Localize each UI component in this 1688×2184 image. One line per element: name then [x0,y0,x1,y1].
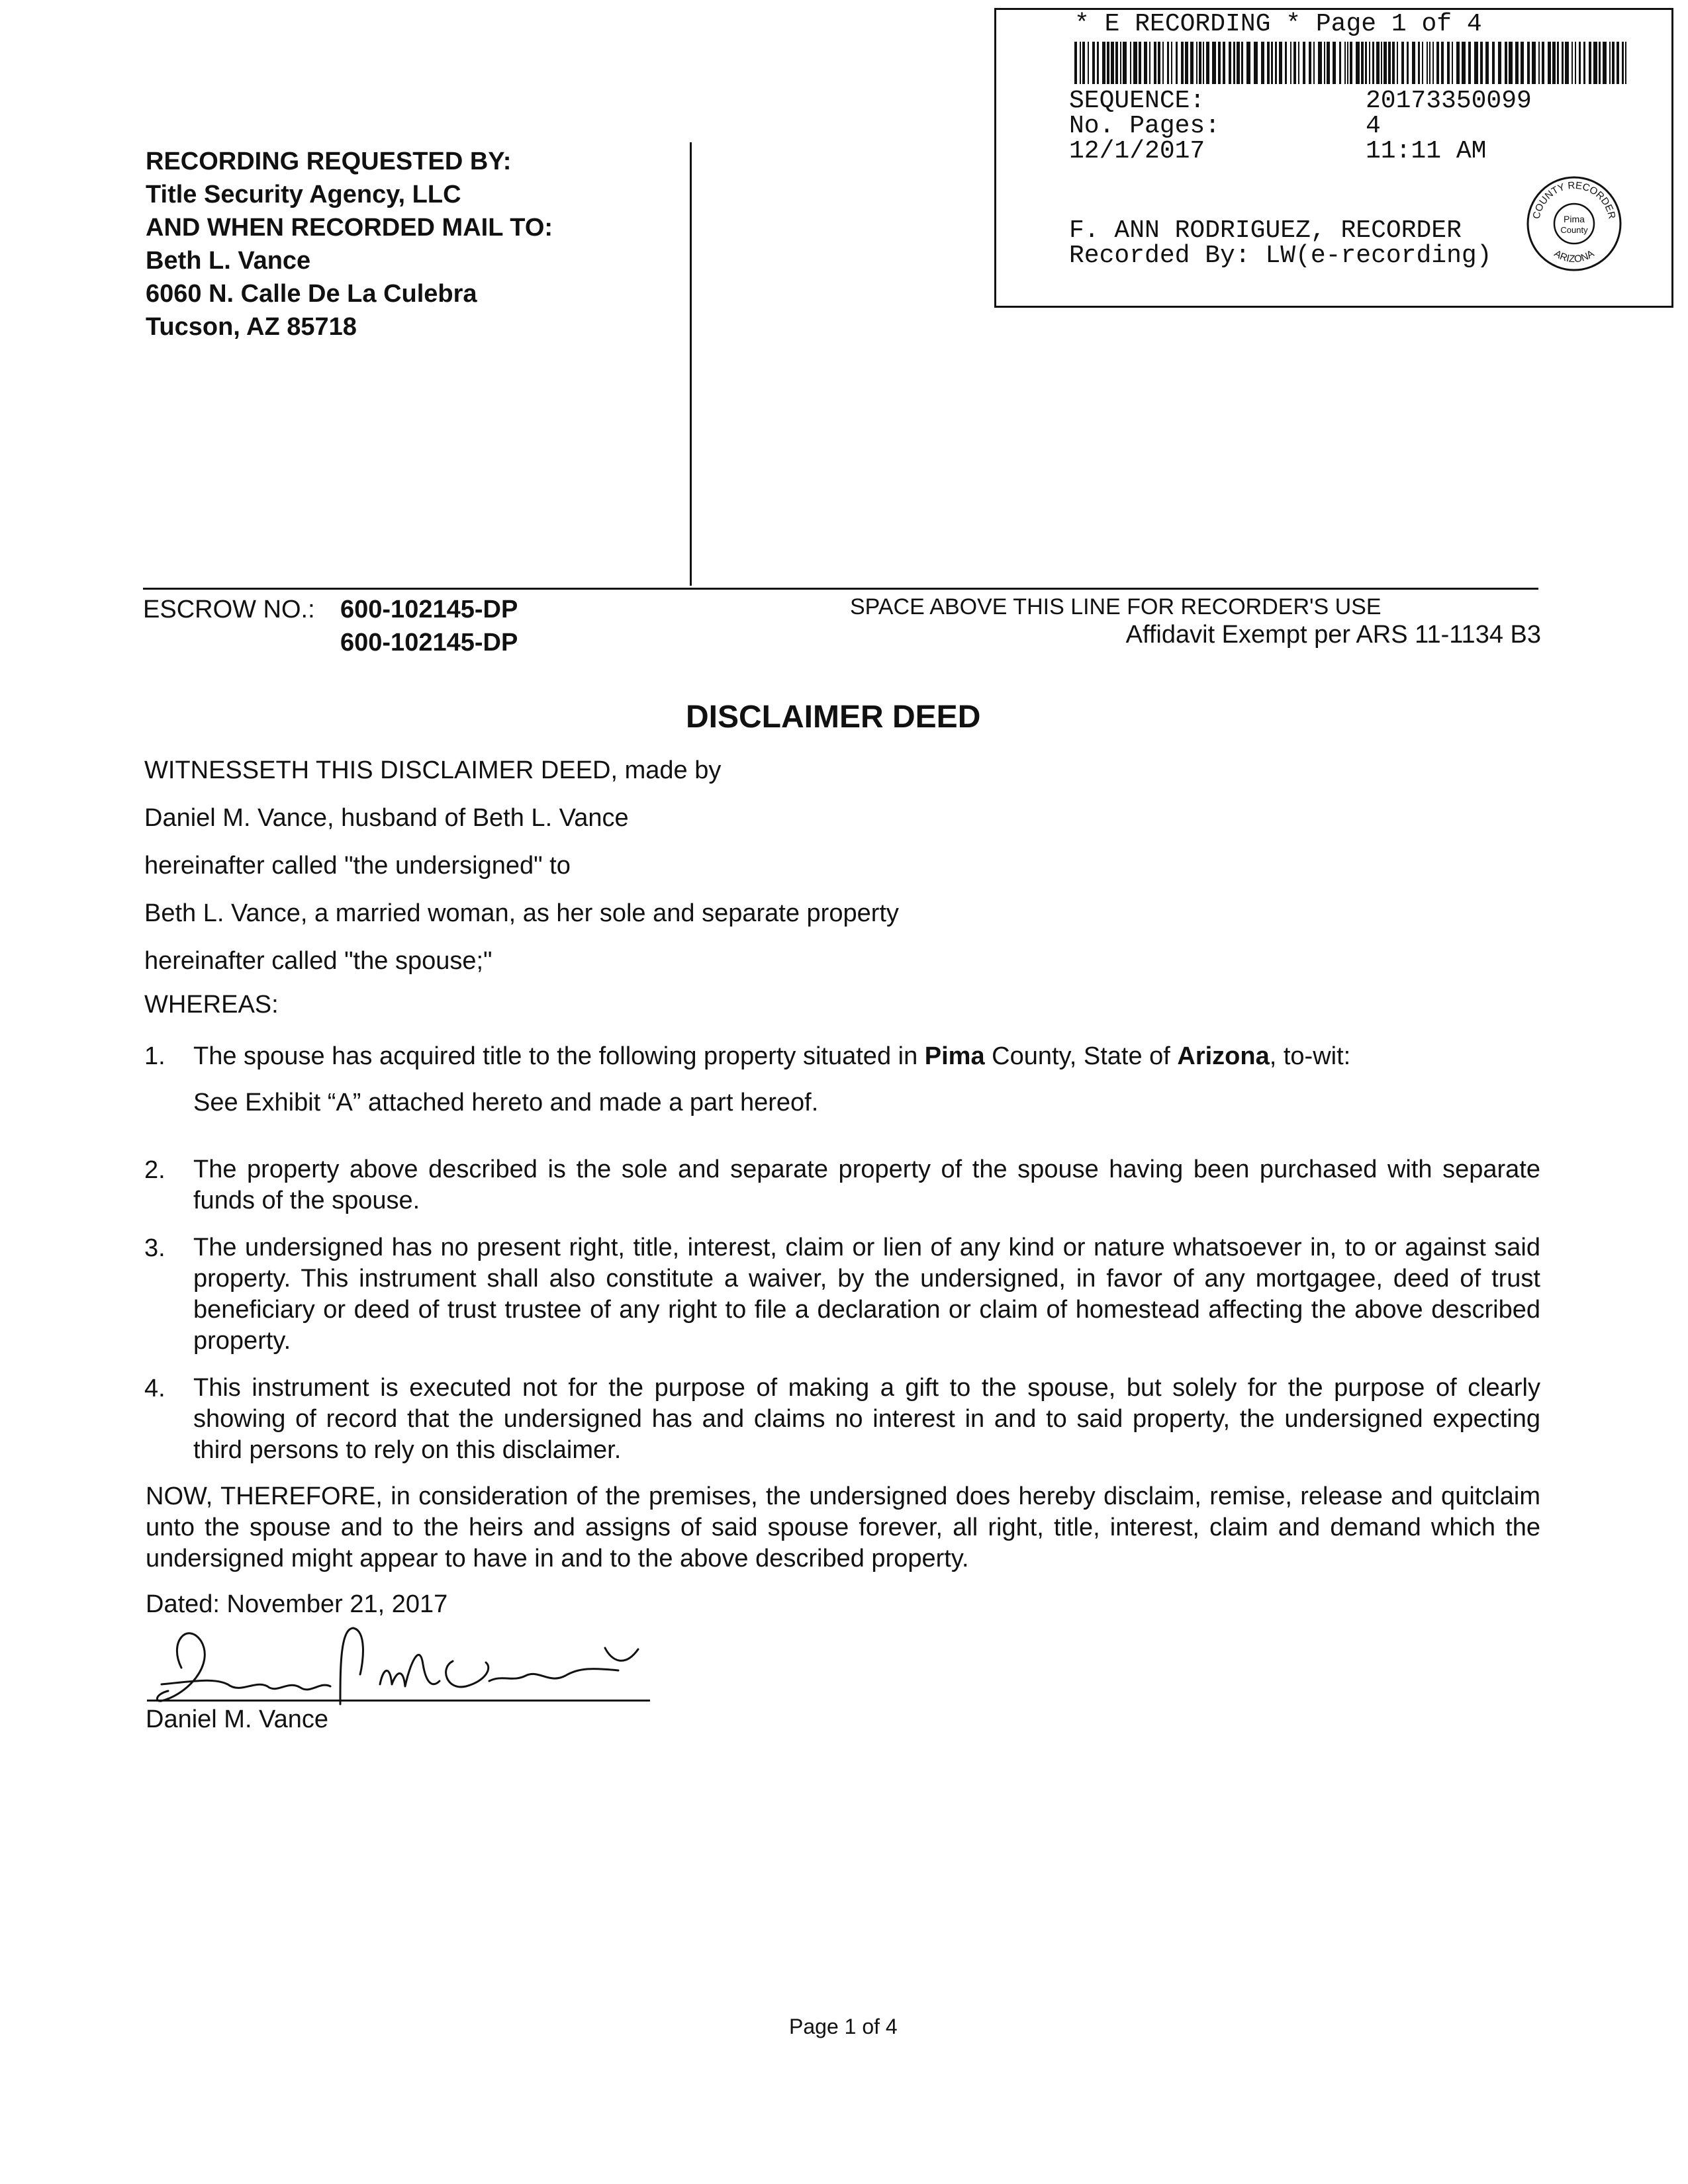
item-number-4: 4. [144,1375,165,1402]
item-1: The spouse has acquired title to the following property situated in Pima County, State of Arizona, to-wit: [193,1042,1351,1070]
item-2: The property above described is the sole and separate property of the spouse having been purchased with separate funds of the spouse. [193,1156,1540,1214]
page-number: Page 1 of 4 [789,2015,898,2038]
spouse-def: hereinafter called "the spouse;" [144,947,492,975]
dated: Dated: November 21, 2017 [146,1590,448,1618]
seal-bottom-text: ARIZONA [1552,248,1597,265]
state-name: Arizona [1177,1042,1270,1070]
affidavit-exempt: Affidavit Exempt per ARS 11-1134 B3 [1125,621,1541,649]
mail-to-label: AND WHEN RECORDED MAIL TO: [146,214,553,242]
seal-center-1: Pima [1564,214,1585,224]
svg-text:ARIZONA [1552,248,1597,265]
document-title: DISCLAIMER DEED [686,700,981,735]
stamp-sequence-value: 20173350099 [1366,87,1532,115]
undersigned-def: hereinafter called "the undersigned" to [144,852,571,880]
seal-center-2: County [1560,225,1588,235]
stamp-time: 11:11 AM [1366,137,1487,165]
stamp-sequence-label: SEQUENCE: [1069,87,1205,115]
signer-name: Daniel M. Vance [146,1706,328,1733]
recorder-use-note: SPACE ABOVE THIS LINE FOR RECORDER'S USE [850,594,1382,619]
mail-name: Beth L. Vance [146,247,311,275]
barcode [1074,42,1630,84]
item-3: The undersigned has no present right, title, interest, claim or lien of any kind or nature whatsoever in, to or against said property. This instrument shall also constitute a waiver, by the undersigned, in favor of any mortgagee, deed of trust beneficiary or deed of trust trustee of any right to file a declaration or claim of homestead affecting the above described property. [193,1234,1540,1355]
seal-top-text: COUNTY RECORDER [1530,179,1618,220]
item-number-3: 3. [144,1234,165,1262]
stamp-header: * E RECORDING * Page 1 of 4 [1074,10,1482,38]
now-therefore: NOW, THEREFORE, in consideration of the premises, the undersigned does hereby disclaim, remise, release and quitclaim unto the spouse and to the heirs and assigns of said spouse forever, all right, title, interest, claim and demand which the undersigned might appear to have in and to the above described property. [146,1482,1540,1572]
witnesseth: WITNESSETH THIS DISCLAIMER DEED, made by [144,756,722,784]
item-1-exhibit: See Exhibit “A” attached hereto and made a part hereof. [193,1089,819,1116]
signature-line [147,1700,650,1702]
recording-stamp [994,8,1673,308]
stamp-recorder: F. ANN RODRIGUEZ, RECORDER [1069,216,1462,245]
requested-by-label: RECORDING REQUESTED BY: [146,148,512,175]
recorder-divider-vertical [690,142,692,586]
item-number-2: 2. [144,1156,165,1184]
county-name: Pima [924,1042,985,1070]
escrow-number-2: 600-102145-DP [340,629,518,657]
escrow-label: ESCROW NO.: [143,596,315,623]
grantee: Beth L. Vance, a married woman, as her sole and separate property [144,899,899,927]
whereas: WHEREAS: [144,991,279,1019]
county-seal-icon [1524,174,1624,273]
requested-by: Title Security Agency, LLC [146,181,461,208]
mail-city: Tucson, AZ 85718 [146,313,357,341]
stamp-date: 12/1/2017 [1069,137,1205,165]
stamp-pages-value: 4 [1366,112,1381,140]
grantor: Daniel M. Vance, husband of Beth L. Vance [144,804,629,832]
mail-street: 6060 N. Calle De La Culebra [146,280,477,308]
item-4: This instrument is executed not for the purpose of making a gift to the spouse, but solely for the purpose of clearly showing of record that the undersigned has and claims no interest in and to said property, the undersigned expecting third persons to rely on this disclaimer. [193,1374,1540,1464]
recorder-divider-horizontal [143,588,1538,590]
stamp-recorded-by: Recorded By: LW(e-recording) [1069,242,1492,270]
item-number-1: 1. [144,1042,165,1070]
stamp-pages-label: No. Pages: [1069,112,1221,140]
escrow-number-1: 600-102145-DP [340,596,518,623]
